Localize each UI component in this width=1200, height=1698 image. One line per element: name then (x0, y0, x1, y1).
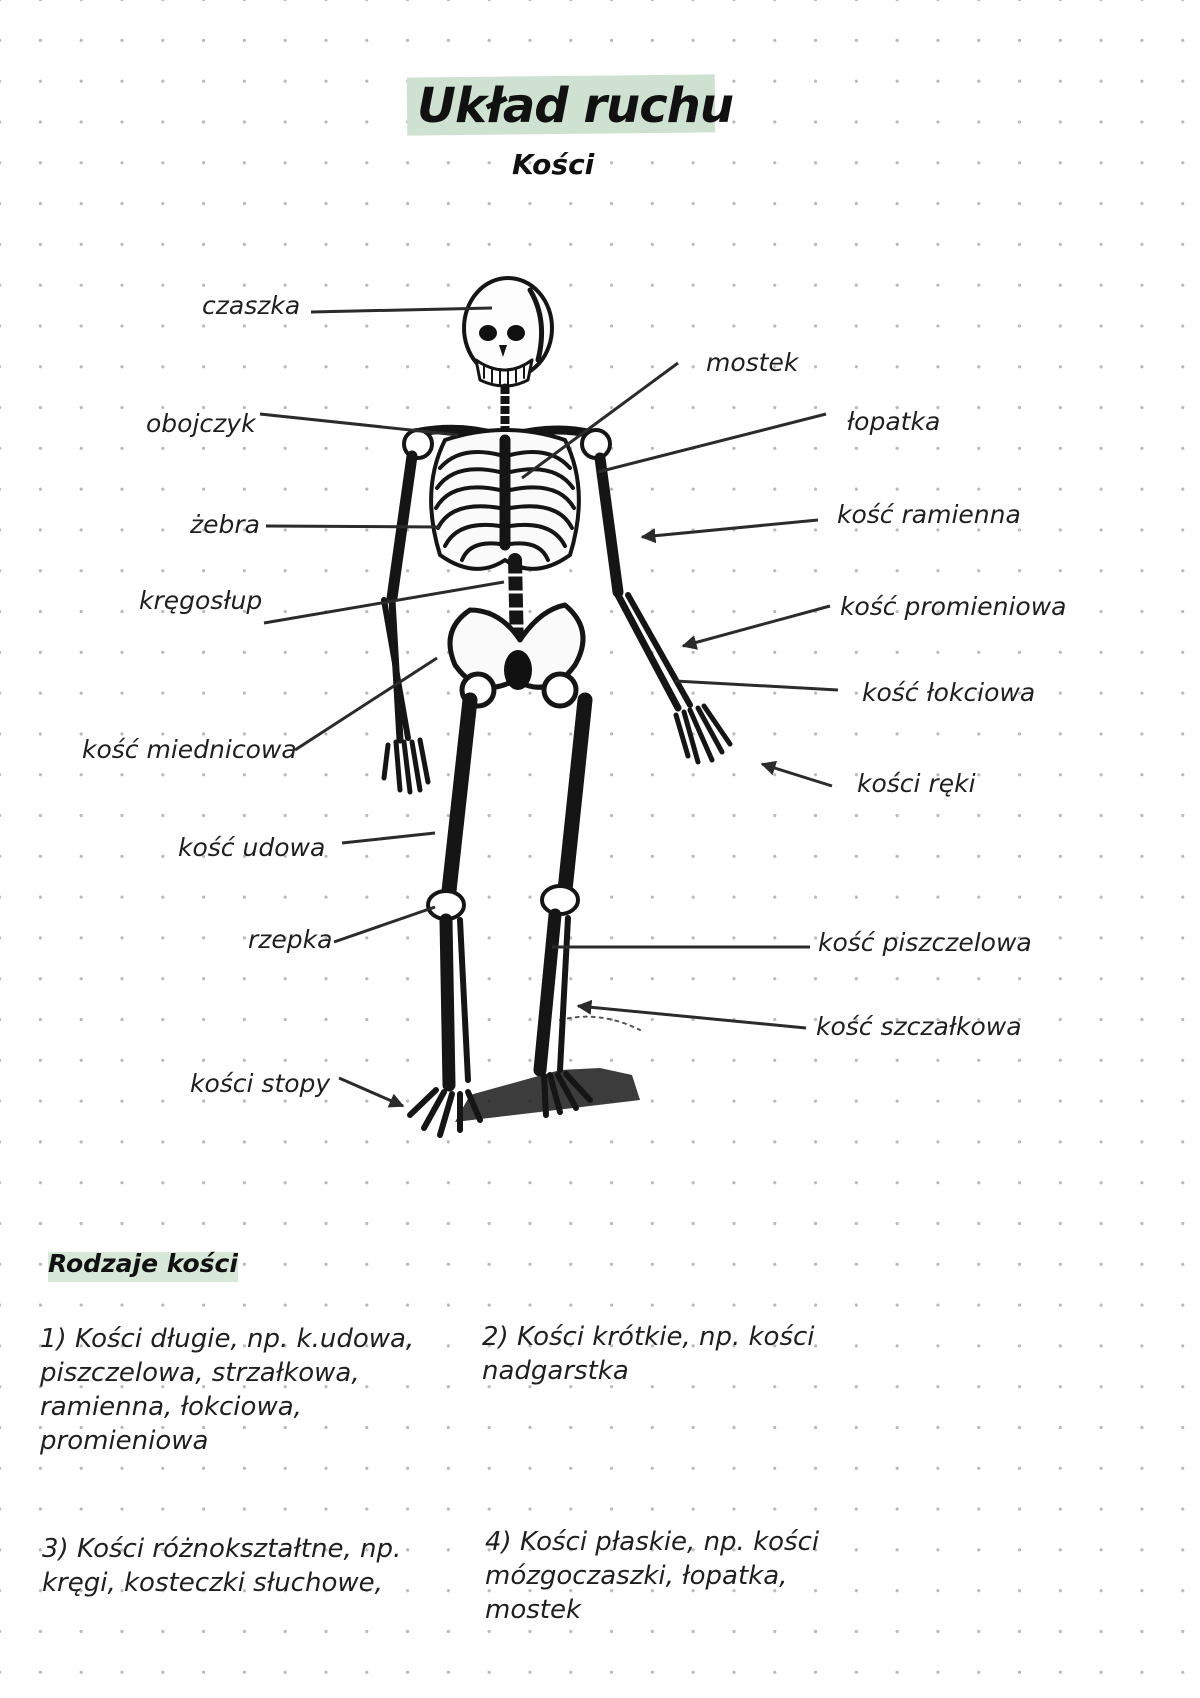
arrow-kosci-stopy (339, 1078, 403, 1106)
label-zebra: żebra (190, 510, 260, 539)
bone-type-long: 1) Kości długie, np. k.udowa, piszczelowa, strzałkowa, ramienna, łokciowa, promieniowa (40, 1324, 415, 1456)
skeleton-illustration (384, 278, 730, 1135)
label-mostek: mostek (706, 348, 799, 377)
arrow-lopatka (598, 414, 826, 472)
bone-type-irregular: 3) Kości różnokształtne, np. kręgi, kosteczki słuchowe, (42, 1534, 402, 1598)
arrow-kosc-lokciowa (675, 681, 838, 690)
label-rzepka: rzepka (248, 925, 333, 954)
bone-type-flat: 4) Kości płaskie, np. kości mózgoczaszki, łopatka, mostek (485, 1527, 820, 1625)
arrow-kosc-strzalkowa (578, 1006, 806, 1028)
page-title: Układ ruchu (417, 78, 733, 134)
label-kosc-promieniowa: kość promieniowa (840, 592, 1067, 621)
section-heading-block (44, 1246, 240, 1282)
arrow-zebra (266, 526, 440, 527)
label-kosc-strzalkowa: kość szczałkowa (816, 1012, 1022, 1041)
arrow-rzepka (334, 907, 435, 942)
label-kosc-ramienna: kość ramienna (837, 500, 1021, 529)
label-czaszka: czaszka (202, 291, 301, 320)
arrow-kosc-promieniowa (683, 606, 830, 646)
page-subtitle: Kości (512, 148, 595, 181)
label-lopatka: łopatka (847, 407, 941, 436)
arrow-kosc-ramienna (642, 520, 818, 537)
arrow-kosc-udowa (342, 833, 435, 843)
arrow-kosc-miednicowa (295, 658, 437, 750)
section-title: Rodzaje kości (48, 1249, 238, 1278)
arrow-kosci-reki (762, 764, 832, 786)
bone-type-short: 2) Kości krótkie, np. kości nadgarstka (482, 1322, 815, 1386)
label-kosc-miednicowa: kość miednicowa (82, 735, 297, 764)
label-kosci-reki: kości ręki (857, 769, 976, 798)
label-obojczyk: obojczyk (146, 409, 256, 438)
label-kregoslup: kręgosłup (139, 586, 263, 615)
label-kosc-piszczelowa: kość piszczelowa (818, 928, 1032, 957)
arrow-obojczyk (260, 414, 458, 435)
label-kosc-udowa: kość udowa (178, 833, 326, 862)
label-kosc-lokciowa: kość łokciowa (862, 678, 1036, 707)
label-kosci-stopy: kości stopy (190, 1069, 331, 1098)
